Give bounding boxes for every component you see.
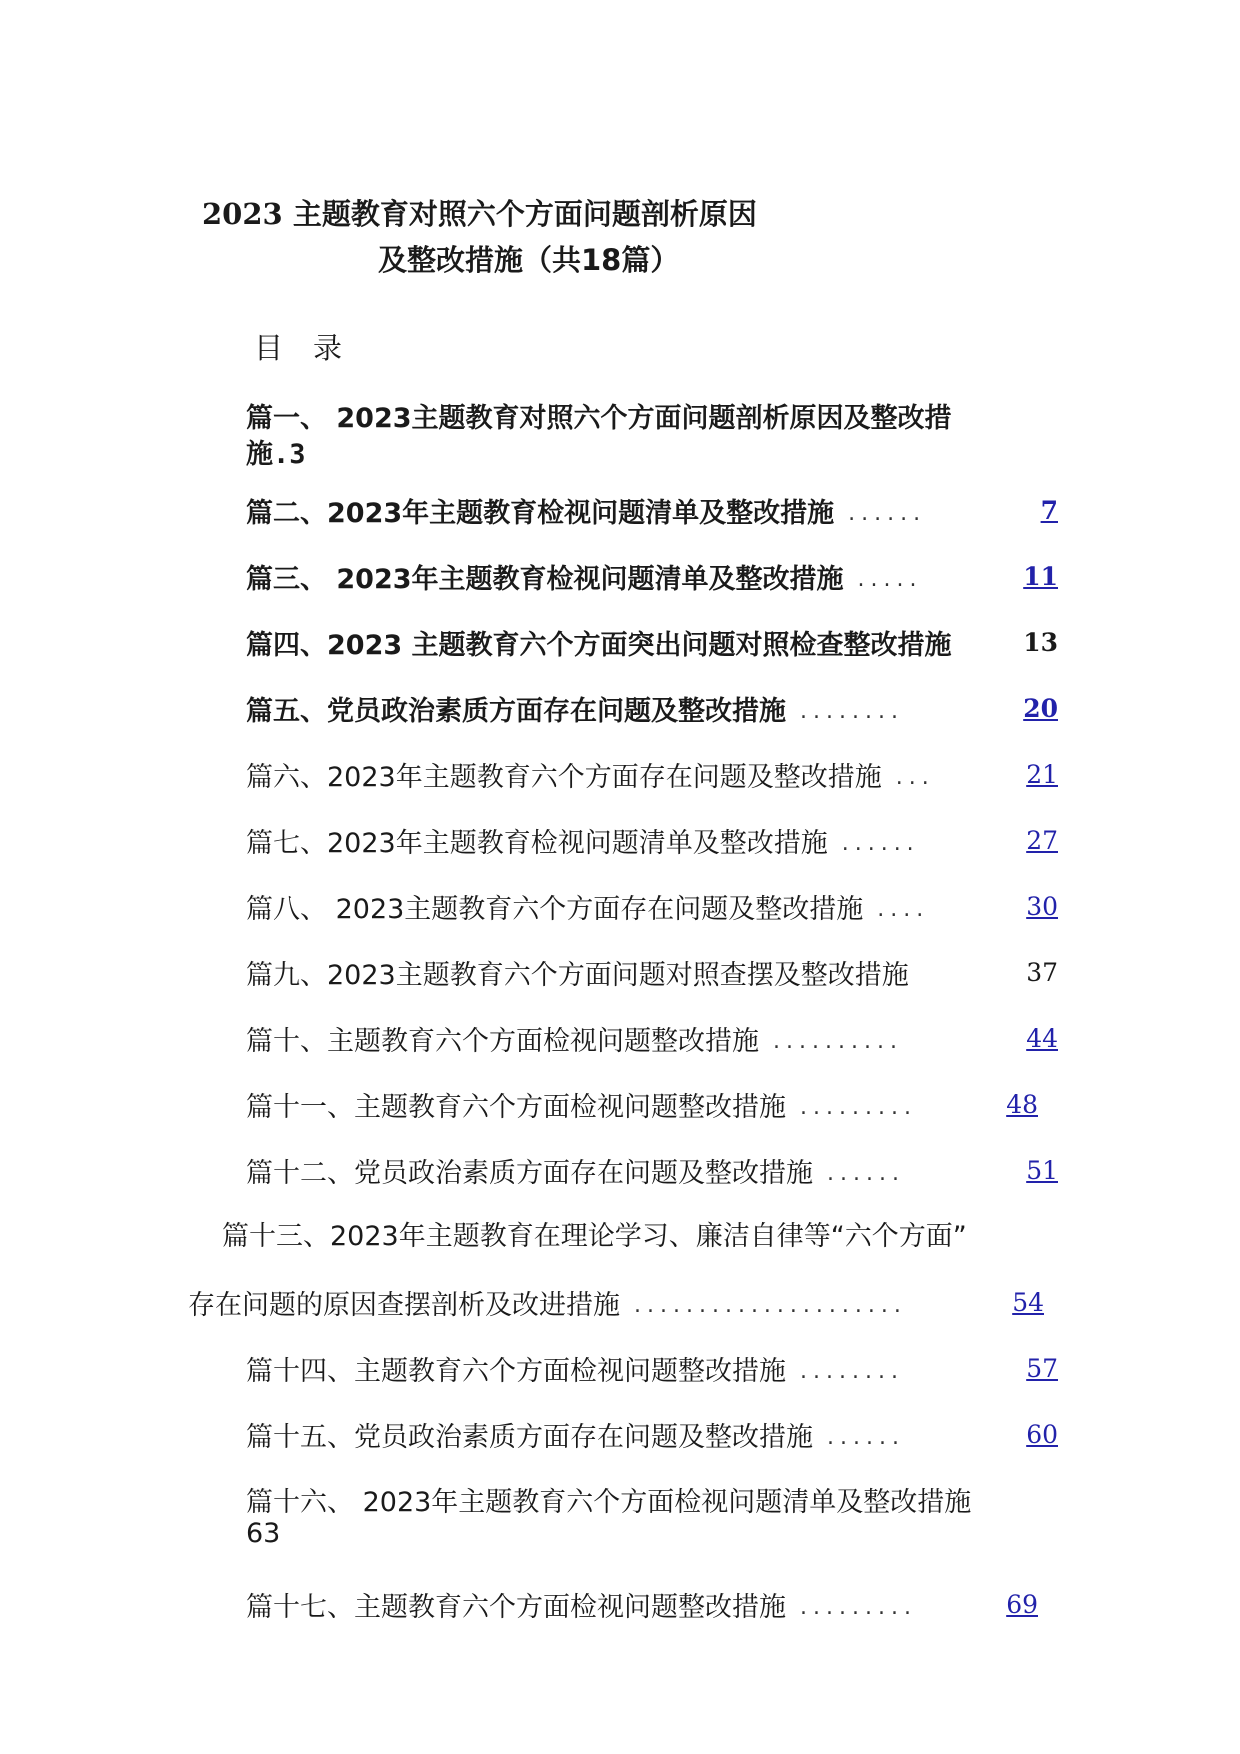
toc-page-link-8[interactable]: 30 xyxy=(1026,891,1058,921)
toc-page-link-6[interactable]: 21 xyxy=(1026,759,1058,789)
toc-leader: ..................... xyxy=(634,1292,907,1318)
toc-page-link-11[interactable]: 48 xyxy=(1006,1089,1038,1119)
toc-entry-16-line1[interactable]: 篇十六、 2023年主题教育六个方面检视问题清单及整改措施 xyxy=(246,1487,972,1518)
toc-page-link-5[interactable]: 20 xyxy=(1023,693,1058,723)
toc-entry-13-line1[interactable]: 篇十三、2023年主题教育在理论学习、廉洁自律等“六个方面” xyxy=(222,1221,967,1252)
document-title-line2: 及整改措施（共18篇） xyxy=(378,243,680,277)
document-title-line1 xyxy=(202,192,757,233)
toc-page-link-14[interactable]: 57 xyxy=(1026,1353,1058,1383)
toc-entry-15-title: 篇十五、党员政治素质方面存在问题及整改措施 xyxy=(246,1421,813,1453)
toc-entry-5-title: 篇五、党员政治素质方面存在问题及整改措施 xyxy=(246,695,786,727)
toc-leader: ...... xyxy=(827,1160,905,1186)
toc-page-link-12[interactable]: 51 xyxy=(1026,1155,1058,1185)
toc-page-link-13[interactable]: 54 xyxy=(1012,1287,1044,1317)
toc-page-link-3[interactable]: 11 xyxy=(1023,561,1058,591)
toc-leader: ......... xyxy=(800,1594,917,1620)
toc-entry-2-title: 篇二、2023年主题教育检视问题清单及整改措施 xyxy=(246,497,835,529)
toc-leader: ...... xyxy=(827,1424,905,1450)
toc-leader: ........ xyxy=(800,1358,904,1384)
toc-leader: ...... xyxy=(848,500,927,526)
toc-leader xyxy=(923,969,1020,975)
toc-entry-13-title: 存在问题的原因查摆剖析及改进措施 xyxy=(188,1289,620,1321)
toc-leader: ........ xyxy=(800,698,904,724)
toc-entry-6-title: 篇六、2023年主题教育六个方面存在问题及整改措施 xyxy=(246,761,882,793)
toc-entry-14[interactable] xyxy=(246,1346,1058,1390)
toc-entry-12-title: 篇十二、党员政治素质方面存在问题及整改措施 xyxy=(246,1157,813,1189)
toc-leader: ...... xyxy=(841,830,920,856)
toc-entry-4[interactable] xyxy=(246,620,1058,664)
toc-entry-8-title: 篇八、 2023主题教育六个方面存在问题及整改措施 xyxy=(246,893,864,925)
toc-entry-4-title: 篇四、2023 主题教育六个方面突出问题对照检查整改措施 xyxy=(246,629,952,661)
toc-leader: .... xyxy=(877,896,930,922)
toc-page-link-7[interactable]: 27 xyxy=(1026,825,1058,855)
toc-entry-7-title: 篇七、2023年主题教育检视问题清单及整改措施 xyxy=(246,827,828,859)
toc-entry-11[interactable] xyxy=(246,1082,1058,1126)
toc-entry-17[interactable] xyxy=(246,1582,1058,1626)
title-text: 主题教育对照六个方面问题剖析原因 xyxy=(292,197,757,231)
toc-entry-16-line2[interactable]: 63 xyxy=(246,1518,281,1549)
toc-entry-1-line1[interactable]: 篇一、 2023主题教育对照六个方面问题剖析原因及整改措 xyxy=(246,403,952,434)
toc-entry-8[interactable] xyxy=(246,884,1058,928)
toc-entry-3[interactable] xyxy=(246,554,1058,598)
toc-page-link-15[interactable]: 60 xyxy=(1026,1419,1058,1449)
toc-entry-11-title: 篇十一、主题教育六个方面检视问题整改措施 xyxy=(246,1091,786,1123)
toc-entry-13-line2[interactable] xyxy=(188,1280,1044,1324)
toc-entry-6[interactable] xyxy=(246,752,1058,796)
toc-entry-5[interactable] xyxy=(246,686,1058,730)
toc-heading: 目录 xyxy=(254,331,373,365)
toc-entry-7[interactable] xyxy=(246,818,1058,862)
toc-entry-3-title: 篇三、 2023年主题教育检视问题清单及整改措施 xyxy=(246,563,844,595)
toc-entry-17-title: 篇十七、主题教育六个方面检视问题整改措施 xyxy=(246,1591,786,1623)
toc-leader xyxy=(966,639,1018,645)
toc-leader: ... xyxy=(895,764,935,790)
toc-entry-14-title: 篇十四、主题教育六个方面检视问题整改措施 xyxy=(246,1355,786,1387)
toc-entry-9-title: 篇九、2023主题教育六个方面问题对照查摆及整改措施 xyxy=(246,959,909,991)
toc-entry-1-line2[interactable]: 施.3 xyxy=(246,439,306,470)
toc-entry-12[interactable] xyxy=(246,1148,1058,1192)
toc-entry-15[interactable] xyxy=(246,1412,1058,1456)
toc-leader: .......... xyxy=(773,1028,903,1054)
toc-entry-2[interactable] xyxy=(246,488,1058,532)
toc-page-number-9[interactable]: 37 xyxy=(1026,957,1058,987)
toc-page-link-2[interactable]: 7 xyxy=(1040,495,1058,525)
toc-leader: ......... xyxy=(800,1094,917,1120)
toc-entry-10[interactable] xyxy=(246,1016,1058,1060)
toc-entry-10-title: 篇十、主题教育六个方面检视问题整改措施 xyxy=(246,1025,759,1057)
toc-page-number-4[interactable]: 13 xyxy=(1023,627,1058,657)
toc-page-link-10[interactable]: 44 xyxy=(1026,1023,1058,1053)
title-year: 2023 xyxy=(202,197,283,231)
toc-page-link-17[interactable]: 69 xyxy=(1006,1589,1038,1619)
toc-entry-9[interactable] xyxy=(246,950,1058,994)
toc-leader: ..... xyxy=(857,566,923,592)
